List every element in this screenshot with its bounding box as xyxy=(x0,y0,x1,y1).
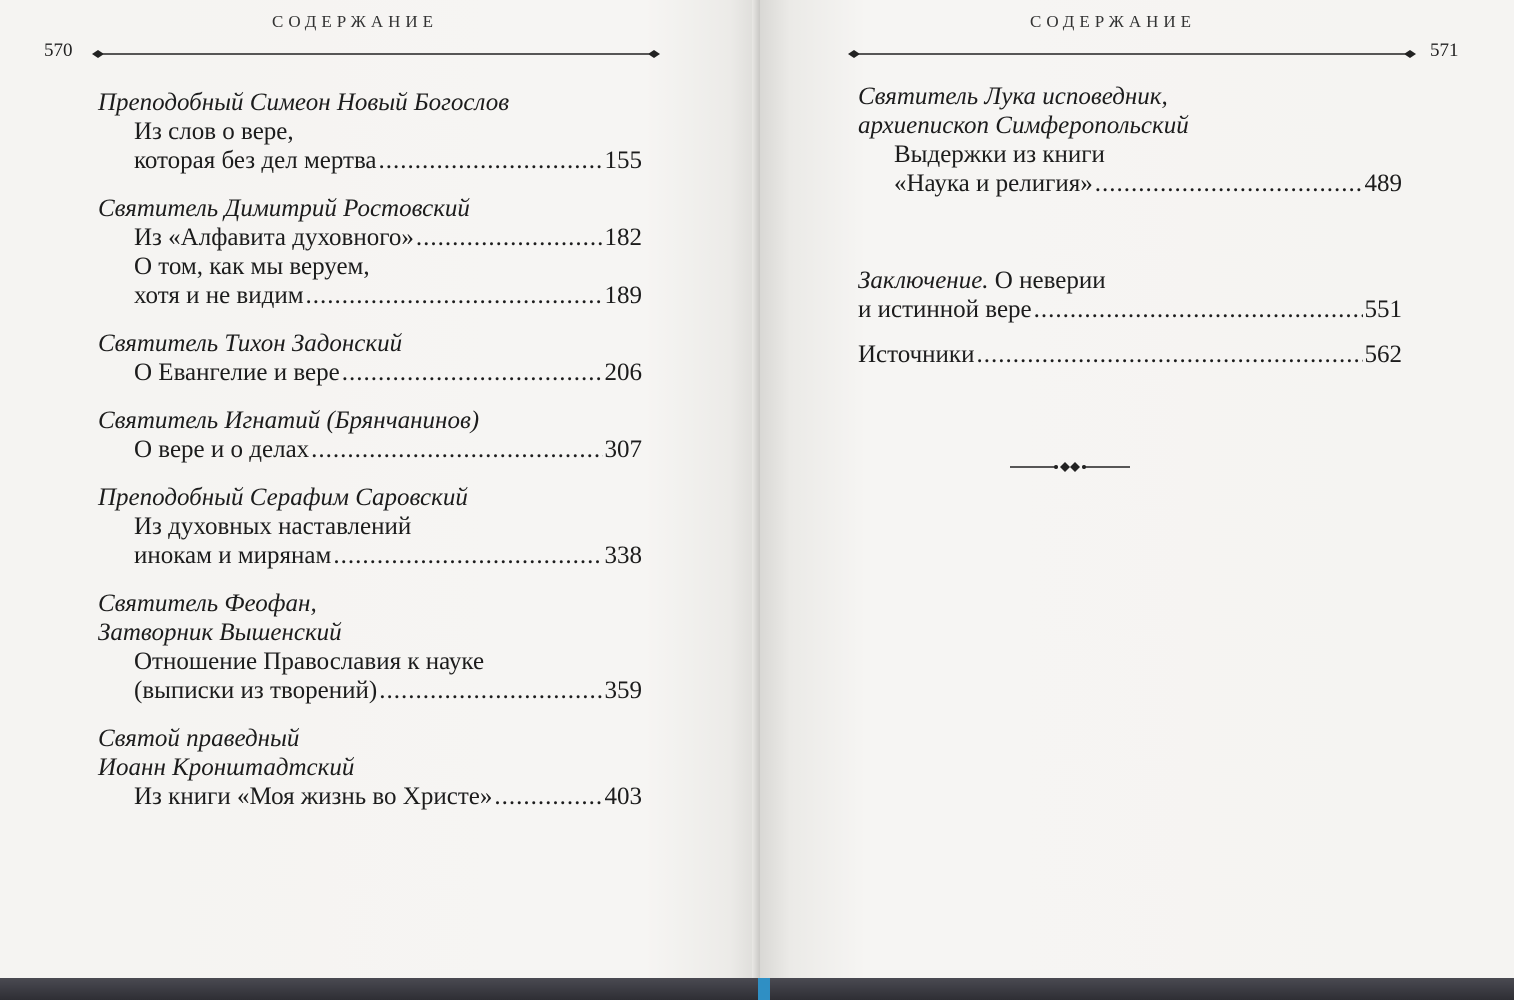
toc-item-title-line: Из духовных наставлений xyxy=(134,513,412,540)
toc-item-title-line: Из слов о вере, xyxy=(134,118,294,145)
toc-item xyxy=(98,435,642,464)
right-page xyxy=(760,0,1514,978)
end-ornament xyxy=(1010,460,1130,479)
toc-entry xyxy=(98,724,642,811)
leader-dots xyxy=(342,358,603,387)
leader-dots xyxy=(1095,169,1363,198)
toc-page-number: 206 xyxy=(604,359,642,386)
toc-page-number: 489 xyxy=(1364,170,1402,197)
leader-dots xyxy=(311,435,602,464)
toc-item-line xyxy=(134,358,642,387)
right-page-number: 571 xyxy=(1430,40,1459,61)
toc-entry xyxy=(98,483,642,570)
leader-dots xyxy=(379,676,602,705)
toc-page-number: 155 xyxy=(604,147,642,174)
leader-dots xyxy=(306,281,603,310)
toc-item-line xyxy=(134,676,642,705)
toc-author: Преподобный Симеон Новый Богослов xyxy=(98,89,510,116)
toc-item xyxy=(98,252,642,310)
toc-entry xyxy=(858,82,1402,198)
toc-item-title: «Наука и религия» xyxy=(894,170,1093,197)
toc-author: Иоанн Кронштадтский xyxy=(98,754,355,781)
toc-author: Святитель Димитрий Ростовский xyxy=(98,195,470,222)
toc-item-line xyxy=(134,223,642,252)
conclusion-label: Заключение. xyxy=(858,267,989,294)
conclusion-last-line: и истинной вере xyxy=(858,296,1032,323)
toc-item-line xyxy=(894,169,1402,198)
toc-item-title: Из «Алфавита духовного» xyxy=(134,224,414,251)
leader-dots xyxy=(494,782,602,811)
toc-author: Святитель Феофан, xyxy=(98,590,317,617)
toc-author: Затворник Вышенский xyxy=(98,619,342,646)
leader-dots xyxy=(976,340,1362,369)
table-surface xyxy=(0,978,1514,1000)
toc-page-number: 338 xyxy=(604,542,642,569)
toc-item xyxy=(858,140,1402,198)
toc-item-line xyxy=(134,435,642,464)
toc-page-number: 307 xyxy=(604,436,642,463)
right-toc xyxy=(858,82,1402,217)
toc-author: Преподобный Серафим Саровский xyxy=(98,484,468,511)
right-header-rule xyxy=(848,48,1416,60)
toc-page-number: 403 xyxy=(604,783,642,810)
conclusion-title: О неверии xyxy=(988,267,1106,294)
toc-item-title: инокам и мирянам xyxy=(134,542,332,569)
toc-item-title: О вере и о делах xyxy=(134,436,310,463)
toc-item-title: О Евангелие и вере xyxy=(134,359,340,386)
toc-author: Святитель Тихон Задонский xyxy=(98,330,403,357)
left-toc xyxy=(98,88,642,830)
toc-item xyxy=(98,117,642,175)
toc-entry xyxy=(98,329,642,387)
toc-item-title: хотя и не видим xyxy=(134,282,304,309)
ribbon-bookmark xyxy=(758,978,770,1000)
conclusion-page: 551 xyxy=(1364,296,1402,323)
toc-author: Святой праведный xyxy=(98,725,300,752)
toc-page-number: 359 xyxy=(604,677,642,704)
toc-item-title: которая без дел мертва xyxy=(134,147,377,174)
toc-item-title-line: О том, как мы веруем, xyxy=(134,253,370,280)
toc-entry xyxy=(98,589,642,705)
toc-item-title-line: Выдержки из книги xyxy=(894,141,1105,168)
toc-entry xyxy=(98,194,642,310)
toc-item xyxy=(98,358,642,387)
left-page-number: 570 xyxy=(44,40,73,61)
toc-entry xyxy=(98,88,642,175)
sources-page: 562 xyxy=(1364,341,1402,368)
conclusion-line xyxy=(858,295,1402,324)
toc-item-line xyxy=(134,541,642,570)
toc-author: Святитель Игнатий (Брянчанинов) xyxy=(98,407,480,434)
toc-item xyxy=(98,647,642,705)
toc-item-title: Из книги «Моя жизнь во Христе» xyxy=(134,783,493,810)
leader-dots xyxy=(1034,295,1363,324)
leader-dots xyxy=(379,146,603,175)
leader-dots xyxy=(416,223,603,252)
leader-dots xyxy=(333,541,602,570)
left-header-rule xyxy=(92,48,660,60)
toc-author: архиепископ Симферопольский xyxy=(858,112,1189,139)
toc-conclusion xyxy=(858,266,1402,343)
toc-item-title-line: Отношение Православия к науке xyxy=(134,648,485,675)
toc-page-number: 182 xyxy=(604,224,642,251)
left-page xyxy=(0,0,760,978)
left-running-head: СОДЕРЖАНИЕ xyxy=(272,12,439,31)
sources-line xyxy=(858,340,1402,369)
toc-item xyxy=(98,782,642,811)
toc-item xyxy=(98,512,642,570)
toc-author: Святитель Лука исповедник, xyxy=(858,83,1168,110)
toc-entry xyxy=(98,406,642,464)
toc-item-line xyxy=(134,146,642,175)
toc-page-number: 189 xyxy=(604,282,642,309)
toc-sources xyxy=(858,340,1402,369)
toc-item-line xyxy=(134,281,642,310)
toc-item xyxy=(98,223,642,252)
sources-label: Источники xyxy=(858,341,975,368)
toc-item-line xyxy=(134,782,642,811)
toc-item-title: (выписки из творений) xyxy=(134,677,378,704)
right-running-head: СОДЕРЖАНИЕ xyxy=(1030,12,1197,31)
